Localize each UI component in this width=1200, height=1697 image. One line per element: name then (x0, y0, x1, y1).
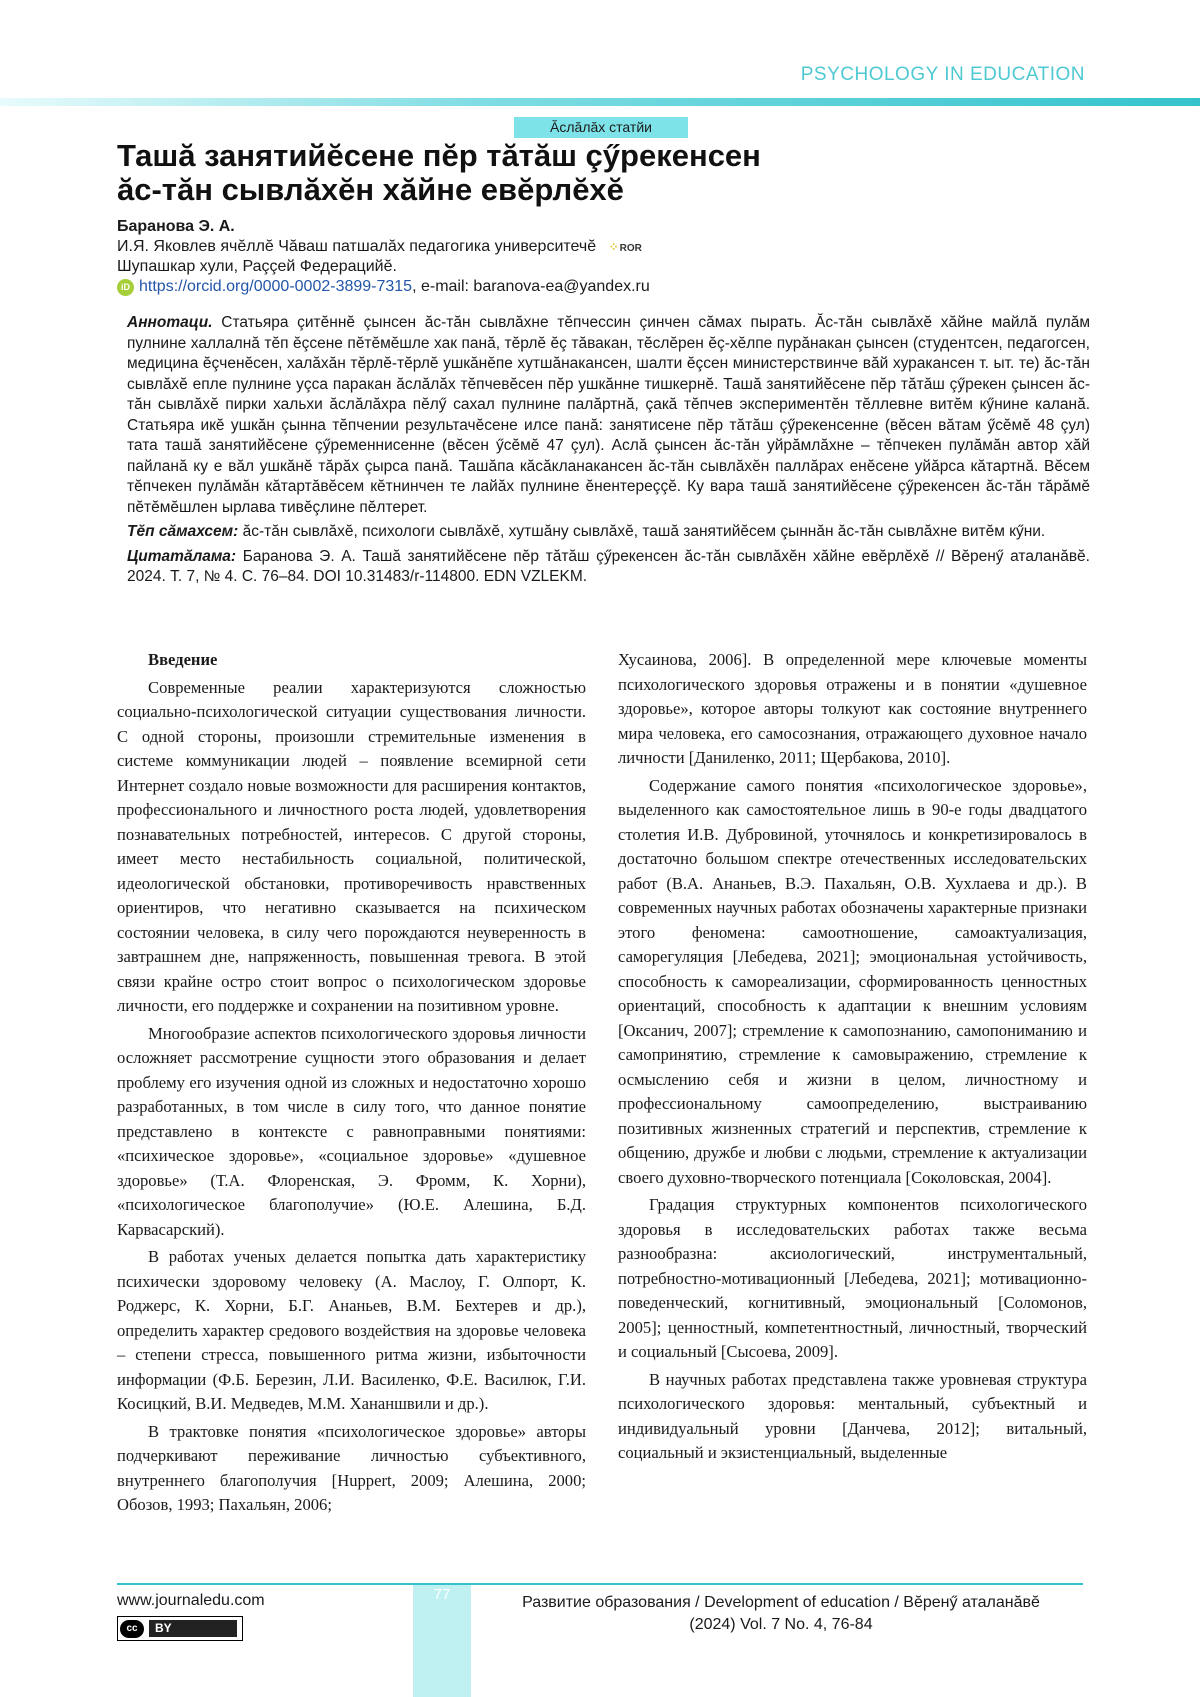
annotation-label: Аннотаци. (127, 314, 213, 331)
body-paragraph: Многообразие аспектов психологического здоровья личности осложняет рассмотрение сущности этого образования и делает проблему его изучения одной из сложных и недостаточно хорошо разработанных, в том числе в силу того, что данное понятие представлено в контексте с равноправными понятиями: «психическое здоровье», «социальное здоровье» «душевное здоровье» (Т.А. Флоренская, Э. Фромм, К. Хорни), «психологическое благополучие» (Ю.Е. Алешина, Б.Д. Карвасарский). (117, 1022, 586, 1243)
cc-by-label: BY (149, 1620, 237, 1637)
header-rule (0, 98, 1200, 106)
body-paragraph: Содержание самого понятия «психологическое здоровье», выделенного как самостоятельное лишь в 90-е годы двадцатого столетия И.В. Дубровиной, уточнялось и конкретизировалось в достаточно большом спектре отечественных исследовательских работ (В.А. Ананьев, В.Э. Пахальян, О.В. Хухлаева и др.). В современных научных работах обозначены характерные признаки этого феномена: самоотношение, самоактуализация, саморегуляция [Лебедева, 2021]; эмоциональная устойчивость, способность к самореализации, сформированность ценностных ориентаций, способность к адаптации к внешним условиям [Оксанич, 2007]; стремление к самопознанию, самопониманию и самопринятию, стремление к самовыражению, стремление к осмыслению себя и жизни в целом, личностному и профессиональному самоопределению, выстраиванию позитивных жизненных стратегий и перспектив, стремление к общению, дружбе и любви с людьми, стремление к актуализации своего духовно-творческого потенциала [Соколовская, 2004]. (618, 774, 1087, 1191)
orcid-email-line (117, 278, 650, 296)
footer-citation-line-2: (2024) Vol. 7 No. 4, 76-84 (471, 1614, 1091, 1636)
footer-citation-line-1: Развитие образования / Development of education / Вĕренӳ аталанăвĕ (471, 1592, 1091, 1614)
body-paragraph: Современные реалии характеризуются сложностью социально-психологической ситуации существования личности. С одной стороны, произошли стремительные изменения в системе коммуникации людей – появление всемирной сети Интернет создало новые возможности для расширения контактов, профессионального и личностного роста людей, удовлетворения познавательных потребностей, интересов. С другой стороны, имеет место нестабильность социальной, политической, идеологической обстановки, противоречивость нравственных ориентиров, что негативно сказывается на психическом состоянии человека, в силу чего порождаются неуверенность в завтрашнем дне, напряженность, повышенная тревога. В этой связи крайне остро стоит вопрос о психологическом здоровье личности, его поддержке и сохранении на позитивном уровне. (117, 676, 586, 1019)
body-paragraph: Градация структурных компонентов психологического здоровья в исследовательских работах также весьма разнообразна: аксиологический, инструментальный, потребностно-мотивационный [Лебедева, 2021]; мотивационно-поведенческий, когнитивный, эмоциональный [Соломонов, 2005]; ценностный, компетентностный, личностный, творческий и социальный [Сысоева, 2009]. (618, 1193, 1087, 1365)
title-line-2: ăс-тăн сывлăхĕн хăйне евĕрлĕхĕ (117, 173, 917, 207)
footer-rule (117, 1583, 1083, 1585)
ror-label: ROR (620, 243, 642, 254)
page-number: 77 (413, 1586, 471, 1603)
abstract-block (127, 313, 1090, 592)
keywords-label: Тĕп сăмахсем: (127, 523, 238, 540)
annotation-text: Статьяра çитĕннĕ çынсен ăс-тăн сывлăхне тĕпчессин çинчен сăмах пырать. Ăс-тăн сывлăхĕ хăйне майлă пулăм пулнине халлалнă тĕп ĕçсене пĕтĕмĕшле хак панă, тĕрлĕ ĕç тăвакан, тĕслĕрен ĕç-хĕлпе пурăнакан çынсен (студентсен, педагогсен, медицина ĕçченĕсен, халăхăн тĕрлĕ-тĕрлĕ ушкăнĕпе хутшăнакансен, шалти ĕçсен министерствинче вăй хуракансен т. ыт. те) ăс-тăн сывлăхĕ епле пулнине уçса паракан ăслăлăх тĕпчевĕсен пĕр ушкăнне тишкернĕ. Ташă занятийĕсене пĕр тăтăш çӳрекен çынсен ăс-тăн сывлăхĕ пирки хальхи ăслăлăхра пĕлӳ сахал пулнине палăртнă, çакă тĕпчев экспериментĕн тĕллевне витĕм кӳнине каланă. Статьяра икĕ ушкăн çынна тĕпчении результачĕсене илсе панă: занятисене пĕр тăтăш çӳрекенсенне (вĕсен вăтам ӳсĕмĕ 48 çул) тата ташă занятийĕсене çӳременнисенне (вĕсен ӳсĕмĕ 47 çул). Аслă çынсен ăс-тăн уйрăмлăхне – тĕпчекен пулăмăн автор хăй пайланă ку е вăл ушкăнĕ тăрăх çырса панă. Ташăпа кăсăкланакансен ăс-тăн сывлăхĕн паллăрах енĕсене уйăрса кăтартнă. Вĕсем тĕпчекен пулăмăн кăтартăвĕсем кĕтнинчен те лайăх пулнине ĕнентереççĕ. Ку вара ташă занятийĕсене çӳрекенсен ăс-тăн тăрăмĕ пĕтĕмĕшлен ырлава тивĕçлине пĕлтерет. (127, 314, 1090, 516)
cc-by-license-badge[interactable] (117, 1616, 243, 1641)
affiliation-text: И.Я. Яковлев ячĕллĕ Чăваш патшалăх педагогика университечĕ (117, 238, 596, 255)
affiliation-line-2: Шупашкар хули, Раççей Федерацийĕ. (117, 258, 397, 276)
affiliation-line-1 (117, 238, 642, 256)
body-paragraph: Хусаинова, 2006]. В определенной мере ключевые моменты психологического здоровья отражены и в понятии «душевное здоровье», которое авторы толкуют как состояние внутреннего мира человека, его самосознания, отражающего духовное начало личности [Даниленко, 2011; Щербакова, 2010]. (618, 648, 1087, 771)
footer-citation (471, 1592, 1091, 1636)
author-name: Баранова Э. А. (117, 218, 235, 236)
title-line-1: Ташă занятийĕсене пĕр тăтăш çӳрекенсен (117, 139, 917, 173)
citation-text: Баранова Э. А. Ташă занятийĕсене пĕр тăтăш çӳрекенсен ăс-тăн сывлăхĕн хăйне евĕрлĕхĕ // Вĕренӳ аталанăвĕ. 2024. Т. 7, № 4. С. 76–84. DOI 10.31483/r-114800. EDN VZLEKM. (127, 548, 1090, 586)
annotation (127, 313, 1090, 518)
orcid-icon: iD (117, 279, 134, 296)
keywords-text: ăс-тăн сывлăхĕ, психологи сывлăхĕ, хутшăну сывлăхĕ, ташă занятийĕсем çыннăн ăс-тăн сывлăхне витĕм кӳни. (238, 523, 1045, 540)
journal-website-link[interactable]: www.journaledu.com (117, 1592, 265, 1610)
body-column-right (618, 648, 1087, 1469)
orcid-link[interactable]: https://orcid.org/0000-0002-3899-7315 (139, 278, 412, 296)
body-paragraph: В работах ученых делается попытка дать характеристику психически здоровому человеку (А. Маслоу, Г. Олпорт, К. Роджерс, К. Хорни, Б.Г. Ананьев, В.М. Бехтерев и др.), определить характер средового воздействия на здоровье человека – степени стресса, повышенного ритма жизни, избыточности информации (Ф.Б. Березин, Л.И. Василенко, Ф.Е. Василюк, Г.И. Косицкий, В.И. Медведев, М.М. Хананшвили и др.). (117, 1245, 586, 1417)
section-heading: Введение (117, 648, 586, 673)
body-paragraph: В трактовке понятия «психологическое здоровье» авторы подчеркивают переживание личностью субъективного, внутреннего благополучия [Huppert, 2009; Алешина, 2000; Обозов, 1993; Пахальян, 2006; (117, 1420, 586, 1518)
ror-icon[interactable]: ⁘ROR (609, 240, 642, 254)
author-email: , e-mail: baranova-ea@yandex.ru (412, 278, 650, 296)
article-type-badge: Ăслăлăх статйи (514, 117, 688, 138)
keywords (127, 522, 1090, 543)
body-column-left (117, 648, 586, 1521)
citation-note (127, 547, 1090, 588)
journal-section-header: PSYCHOLOGY IN EDUCATION (801, 64, 1085, 86)
article-title (117, 139, 917, 207)
citation-label: Цитатăлама: (127, 548, 236, 565)
creative-commons-icon: cc (120, 1620, 144, 1638)
body-paragraph: В научных работах представлена также уровневая структура психологического здоровья: ментальный, субъектный и индивидуальный уровни [Данчева, 2012]; витальный, социальный и экзистенциальный, выделенные (618, 1368, 1087, 1466)
